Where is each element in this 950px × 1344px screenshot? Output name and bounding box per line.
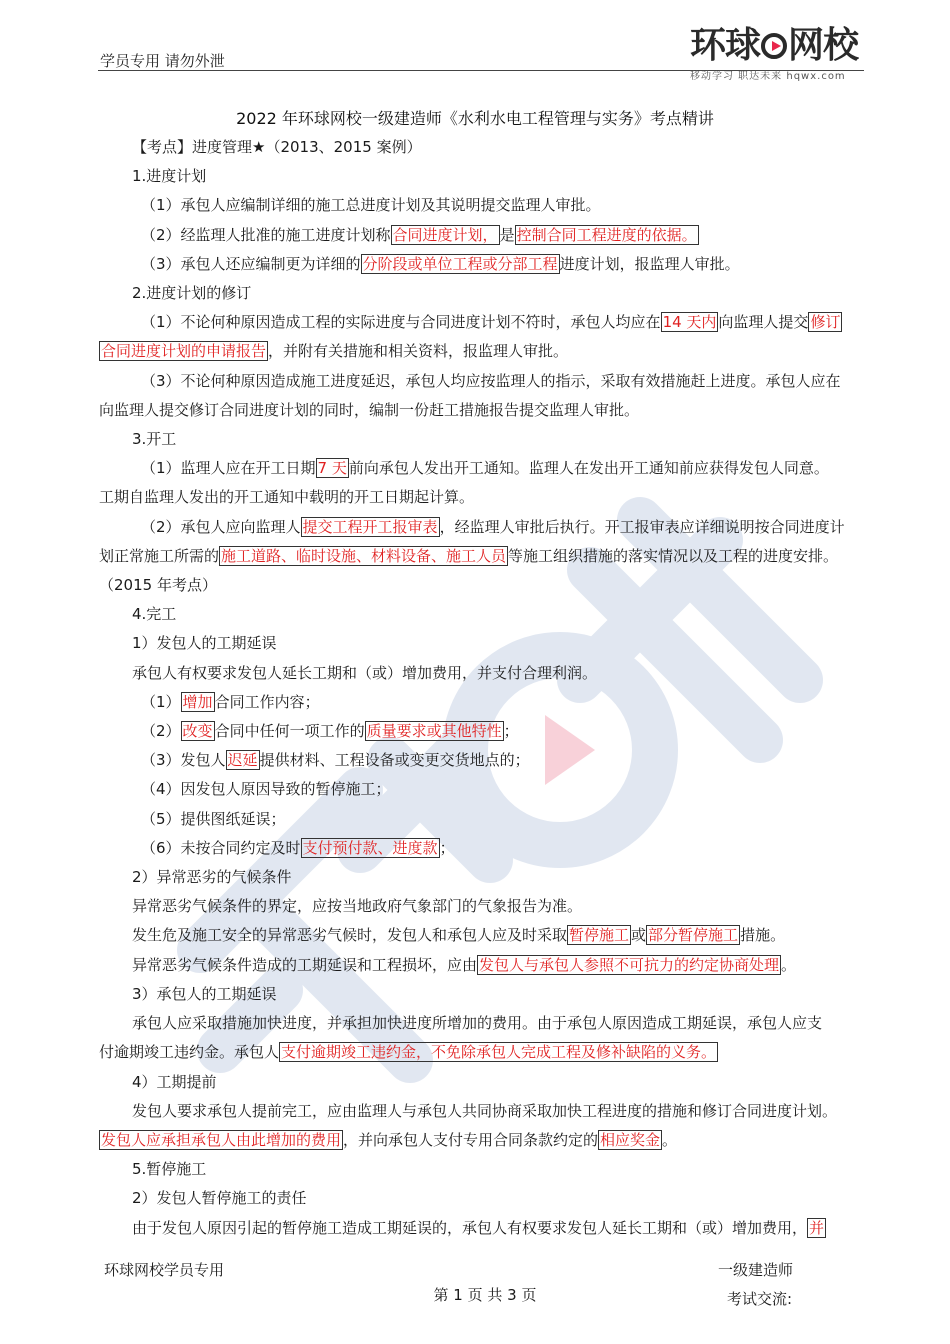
subheading: 4）工期提前 bbox=[132, 1072, 217, 1091]
paragraph: 发包人应承担承包人由此增加的费用 ，并向承包人支付专用合同条款约定的 相应奖金 。 bbox=[101, 1130, 678, 1149]
highlight-box: 增加 bbox=[182, 692, 213, 711]
list-item: （6）未按合同约定及时 支付预付款、进度款 ； bbox=[141, 838, 455, 857]
footer-left-note: 环球网校学员专用 bbox=[104, 1261, 225, 1279]
highlight-box: 合同进度计划的申请报告 bbox=[101, 342, 267, 361]
paragraph: （2）经监理人批准的施工进度计划称 合同进度计划， 是 控制合同工程进度的依据。 bbox=[141, 225, 697, 244]
paragraph: （1）不论何种原因造成工程的实际进度与合同进度计划不符时，承包人均应在 14 天内 向监理人提交 修订 bbox=[141, 313, 841, 332]
highlight-box: 改变 bbox=[182, 722, 213, 741]
paragraph: 工期自监理人发出的开工通知中载明的开工日期起计算。 bbox=[99, 488, 475, 507]
highlight-box: 修订 bbox=[810, 313, 841, 332]
paragraph: 承包人应采取措施加快进度，并承担加快进度所增加的费用。由于承包人原因造成工期延误，承包人应支 bbox=[132, 1014, 823, 1033]
list-item: （1） 增加 合同工作内容； bbox=[141, 692, 320, 711]
highlight-box: 控制合同工程进度的依据。 bbox=[516, 225, 697, 244]
list-item: （5）提供图纸延误； bbox=[141, 809, 286, 828]
list-item: （4）因发包人原因导致的暂停施工； bbox=[141, 780, 391, 799]
highlight-box: 相应奖金 bbox=[600, 1130, 661, 1149]
subheading: 5.暂停施工 bbox=[132, 1160, 207, 1179]
paragraph: 付逾期竣工违约金。承包人 支付逾期竣工违约金，不免除承包人完成工程及修补缺陷的义务。 bbox=[99, 1043, 717, 1062]
section-heading: 【考点】进度管理★（2013、2015 案例） bbox=[132, 138, 422, 156]
document-body bbox=[99, 133, 869, 1243]
subheading: 2.进度计划的修订 bbox=[132, 284, 252, 303]
paragraph: 异常恶劣气候条件的界定，应按当地政府气象部门的气象报告为准。 bbox=[132, 897, 583, 916]
play-icon bbox=[761, 33, 787, 59]
paragraph: 向监理人提交修订合同进度计划的同时，编制一份赶工措施报告提交监理人审批。 bbox=[99, 400, 640, 419]
highlight-box: 支付预付款、进度款 bbox=[302, 838, 438, 857]
highlight-box: 暂停施工 bbox=[569, 926, 630, 945]
footer-exam-exchange: 考试交流: bbox=[727, 1290, 793, 1308]
highlight-box: 并 bbox=[809, 1218, 825, 1237]
highlight-box: 发包人应承担承包人由此增加的费用 bbox=[101, 1130, 342, 1149]
list-item: （2） 改变 合同中任何一项工作的 质量要求或其他特性 ； bbox=[141, 722, 519, 741]
paragraph: （1）承包人应编制详细的施工总进度计划及其说明提交监理人审批。 bbox=[141, 196, 601, 215]
logo-slogan: 移动学习 职达未来 hqwx.com bbox=[690, 71, 846, 82]
subheading: 3.开工 bbox=[132, 430, 177, 449]
paragraph: （3）不论何种原因造成施工进度延迟，承包人均应按监理人的指示，采取有效措施赶上进度。承包人应在 bbox=[141, 371, 841, 390]
logo-text-part2: 网校 bbox=[788, 25, 859, 66]
highlight-box: 提交工程开工报审表 bbox=[302, 517, 438, 536]
highlight-box: 部分暂停施工 bbox=[648, 926, 739, 945]
paragraph: （2015 年考点） bbox=[99, 576, 217, 595]
paragraph: 发生危及施工安全的异常恶劣气候时，发包人和承包人应及时采取 暂停施工 或 部分暂停施工 措施。 bbox=[132, 926, 786, 945]
header-confidential-note: 学员专用 请勿外泄 bbox=[100, 52, 225, 70]
subheading: 1.进度计划 bbox=[132, 167, 207, 186]
subheading: 1）发包人的工期延误 bbox=[132, 634, 277, 653]
paragraph: （2）承包人应向监理人 提交工程开工报审表 ，经监理人审批后执行。开工报审表应详细说明按合同进度计 bbox=[141, 517, 845, 536]
subheading: 2）发包人暂停施工的责任 bbox=[132, 1189, 307, 1208]
highlight-box: 支付逾期竣工违约金，不免除承包人完成工程及修补缺陷的义务。 bbox=[281, 1043, 717, 1062]
highlight-box: 分阶段或单位工程或分部工程 bbox=[362, 254, 558, 273]
paragraph: 承包人有权要求发包人延长工期和（或）增加费用，并支付合理利润。 bbox=[132, 663, 598, 682]
document-title: 2022 年环球网校一级建造师《水利水电工程管理与实务》考点精讲 bbox=[236, 109, 714, 128]
paragraph: （3）承包人还应编制更为详细的 分阶段或单位工程或分部工程 进度计划，报监理人审批。 bbox=[141, 254, 740, 273]
logo-text-part1: 环球 bbox=[690, 25, 761, 66]
subheading: 2）异常恶劣的气候条件 bbox=[132, 868, 292, 887]
paragraph: 发包人要求承包人提前完工，应由监理人与承包人共同协商采取加快工程进度的措施和修订合同进度计划。 bbox=[132, 1101, 838, 1120]
highlight-box: 迟延 bbox=[227, 751, 258, 770]
highlight-box: 发包人与承包人参照不可抗力的约定协商处理 bbox=[479, 955, 780, 974]
highlight-box: 质量要求或其他特性 bbox=[366, 722, 502, 741]
paragraph: 异常恶劣气候条件造成的工期延误和工程损坏，应由 发包人与承包人参照不可抗力的约定协商处理 。 bbox=[132, 955, 797, 974]
list-item: （3）发包人 迟延 提供材料、工程设备或变更交货地点的； bbox=[141, 751, 530, 770]
paragraph: 由于发包人原因引起的暂停施工造成工期延误的，承包人有权要求发包人延长工期和（或）增加费用， 并 bbox=[132, 1218, 825, 1237]
page-number: 第 1 页 共 3 页 bbox=[433, 1286, 537, 1304]
highlight-box: 施工道路、临时设施、材料设备、施工人员 bbox=[221, 546, 507, 565]
highlight-box: 合同进度计划， bbox=[392, 225, 498, 244]
paragraph: 合同进度计划的申请报告 ，并附有关措施和相关资料，报监理人审批。 bbox=[101, 342, 569, 361]
paragraph: （1）监理人应在开工日期 7 天 前向承包人发出开工通知。监理人在发出开工通知前应获得发包人同意。 bbox=[141, 459, 829, 478]
paragraph: 划正常施工所需的 施工道路、临时设施、材料设备、施工人员 等施工组织措施的落实情况以及工程的进度安排。 bbox=[99, 546, 839, 565]
brand-logo bbox=[690, 26, 866, 82]
highlight-box: 14 天内 bbox=[662, 313, 717, 332]
subheading: 4.完工 bbox=[132, 605, 177, 624]
subheading: 3）承包人的工期延误 bbox=[132, 984, 277, 1003]
highlight-box: 7 天 bbox=[317, 459, 347, 478]
footer-exam-name: 一级建造师 bbox=[718, 1261, 794, 1279]
